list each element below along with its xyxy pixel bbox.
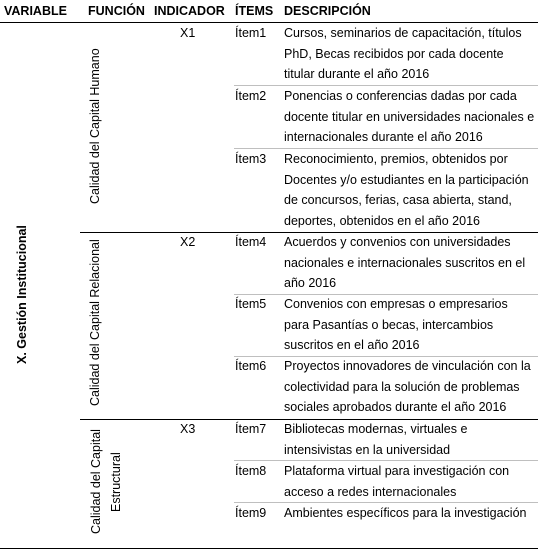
item-label: Ítem2 — [235, 89, 267, 103]
table-bottom-rule — [0, 548, 538, 549]
item-label: Ítem6 — [235, 359, 267, 373]
variable-label: X. Gestión Institucional — [15, 225, 29, 364]
header-indicador: INDICADOR — [154, 4, 225, 18]
funcion-label: Calidad del Capital Relacional — [88, 239, 102, 406]
header-descripcion: DESCRIPCIÓN — [284, 4, 371, 18]
header-funcion: FUNCIÓN — [88, 4, 145, 18]
header-items: ÍTEMS — [235, 4, 274, 18]
item-description: Ambientes específicos para la investigación — [284, 506, 527, 520]
header-variable: VARIABLE — [4, 4, 67, 18]
item-label: Ítem9 — [235, 506, 267, 520]
item-description: Acuerdos y convenios con universidades nacionales e internacionales suscritos en el año 2016 — [284, 235, 526, 291]
item-label: Ítem7 — [235, 422, 267, 436]
item-description: Proyectos innovadores de vinculación con la colectividad para la solución de problemas sociales aprobados durante el año 2016 — [284, 359, 531, 415]
item-label: Ítem1 — [235, 26, 267, 40]
item-description: Reconocimiento, premios, obtenidos por Docentes y/o estudiantes en la participación de concursos, ferias, casa abierta, stand, deportes, obtenidos en el año 2016 — [284, 152, 529, 228]
indicador-label: X3 — [180, 422, 196, 436]
item-description: Bibliotecas modernas, virtuales e intensivistas en la universidad — [284, 422, 468, 457]
item-description: Plataforma virtual para investigación con acceso a redes internacionales — [284, 464, 510, 499]
item-label: Ítem8 — [235, 464, 267, 478]
funcion-label: Calidad del Capital Humano — [88, 48, 102, 204]
item-description: Ponencias o conferencias dadas por cada docente titular en universidades nacionales e internacionales durante el año 2016 — [284, 89, 535, 145]
item-label: Ítem3 — [235, 152, 267, 166]
item-label: Ítem5 — [235, 297, 267, 311]
item-description: Cursos, seminarios de capacitación, títulos PhD, Becas recibidos por cada docente titular durante el año 2016 — [284, 26, 522, 82]
funcion-label: Calidad del Capital Estructural — [89, 429, 123, 534]
item-description: Convenios con empresas o empresarios para Pasantías o becas, intercambios suscritos en el año 2016 — [284, 297, 508, 353]
indicador-label: X2 — [180, 235, 196, 249]
item-label: Ítem4 — [235, 235, 267, 249]
indicador-label: X1 — [180, 26, 196, 40]
